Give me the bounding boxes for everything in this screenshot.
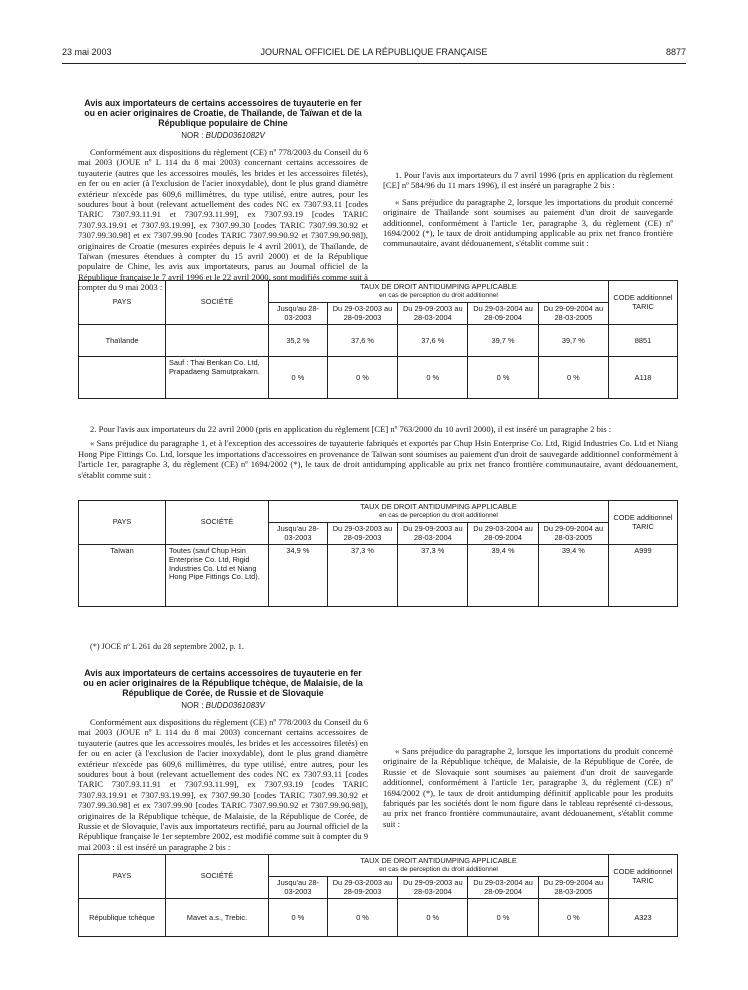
avis1-nor [78, 131, 368, 141]
avis1-fullwidth-text [78, 424, 678, 480]
avis2-title: Avis aux importateurs de certains accessoires de tuyauterie en fer ou en acier originaires de la République tchèque, de Malaisie, de la République de Corée, de Russie et de Slovaquie [83, 668, 363, 699]
cell-code: A323 [609, 899, 678, 937]
cell-rate: 37,6 % [398, 325, 468, 357]
avis1-title: Avis aux importateurs de certains accessoires de tuyauterie en fer ou en acier originaires de Croatie, de Thaïlande, de Taïwan et de la République populaire de Chine [84, 98, 362, 129]
cell-rate: 37,3 % [398, 545, 468, 607]
avis2-para2: « Sans préjudice du paragraphe 2, lorsque les importations du produit concerné originaire de la République tchèque, de Malaisie, de la République de Corée, de Russie et de Slovaquie sont soumises au paiement d'un droit de sauvegarde additionnel, conformément à l'article 1er, paragraphe 3, du règlement (CE) nº 1694/2002 (*), le taux de droit antidumping définitif applicable pour les produits fabriqués par les sociétés dont le nom figure dans le tableau représenté ci-dessous, au prix net franco frontière communautaire, avant dédouanement, s'établit comme suit : [383, 746, 673, 829]
cell-rate: 0 % [398, 357, 468, 399]
avis1-para3: « Sans préjudice du paragraphe 2, lorsque les importations du produit concerné originaire de Thaïlande sont soumises au paiement d'un droit de sauvegarde additionnel, conformément à l'article 1er, paragraphe 3, du règlement (CE) nº 1694/2002 (*), le taux de droit antidumping applicable au prix net franco frontière communautaire, avant dédouanement, s'établit comme suit : [383, 196, 673, 249]
page-header [62, 47, 686, 61]
avis1-nor-label: NOR : [181, 130, 204, 140]
col-header-period: Du 29-03-2003 au 28-09-2003 [327, 523, 397, 545]
cell-societe: Mavet a.s., Trebic. [166, 899, 269, 937]
col-header-code: CODE additionnel TARIC [609, 501, 678, 545]
col-header-period: Du 29-09-2004 au 28-03-2005 [538, 523, 608, 545]
avis2-para1: Conformément aux dispositions du règlement (CE) nº 778/2003 du Conseil du 6 mai 2003 (JOUE nº L 114 du 8 mai 2003) concernant certains accessoires de tuyauterie (autres que les accessoires moulés, les brides et les accessoires filetés) en fer ou en acier (à l'exclusion de l'acier inoxydable), dont le plus grand diamètre extérieur n'excède pas 609,6 millimètres, du type utilisé, entre autres, pour les soudures bout à bout (relevant actuellement des codes NC ex 7307.93.11 [codes TARIC 7307.93.11.91 et 7307.93.11.99], ex 7307.93.19 [codes TARIC 7307.93.19.91 et 7307.93.19.99], ex 7307.99.30 [codes TARIC 7307.99.30.92 et 7307.99.30.98] et ex 7307.99.90 [codes TARIC 7307.99.90.92 et 7307.99.90.98]), originaires de la République tchèque, de Malaisie, de la République de Corée, de Russie et de Slovaquie, l'avis aux importateurs rectifié, paru au Journal officiel de la République française le 1er septembre 2002, est modifié comme suit à compter du 9 mai 2003 : il est inséré un paragraphe 2 bis : [78, 717, 368, 852]
avis1-right-column [383, 98, 673, 249]
col-header-societe: SOCIÉTÉ [166, 855, 269, 899]
avis1-para4: 2. Pour l'avis aux importateurs du 22 avril 2000 (pris en application du règlement [CE] nº 763/2000 du 10 avril 2000), il est inséré un paragraphe 2 bis : [90, 424, 612, 434]
avis1-para5: « Sans préjudice du paragraphe 1, et à l'exception des accessoires de tuyauterie fabriqués et exportés par Chup Hsin Enterprise Co. Ltd, Rigid Industries Co. Ltd et Niang Hong Pipe Fittings Co. Ltd, lorsque les importations d'accessoires en provenance de Taïwan sont soumises au paiement d'un droit de sauvegarde additionnel conformément à l'article 1er, paragraphe 3, du règlement (CE) nº 1694/2002 (*), le taux de droit antidumping applicable au prix net franco frontière communautaire, avant dédouanement, s'établit comme suit : [78, 438, 678, 480]
col-header-period: Du 29-03-2003 au 28-09-2003 [327, 877, 397, 899]
header-page-number: 8877 [665, 47, 686, 57]
col-header-period: Jusqu'au 28-03-2003 [269, 877, 328, 899]
header-journal-title: JOURNAL OFFICIEL DE LA RÉPUBLIQUE FRANÇAISE [260, 47, 488, 57]
cell-rate: 0 % [269, 899, 328, 937]
footnote: (*) JOCE nº L 261 du 28 septembre 2002, p. 1. [90, 642, 244, 651]
cell-pays: République tchèque [79, 899, 166, 937]
col-header-pays: PAYS [79, 855, 166, 899]
antidumping-table-taiwan [78, 500, 678, 607]
header-rule [62, 63, 686, 64]
avis2-nor-label: NOR : [181, 700, 204, 710]
col-header-period: Du 29-09-2004 au 28-03-2005 [538, 303, 608, 325]
col-header-period: Du 29-09-2004 au 28-03-2005 [538, 877, 608, 899]
cell-code: A118 [609, 357, 678, 399]
col-header-pays: PAYS [79, 281, 166, 325]
col-header-period: Du 29-09-2003 au 28-03-2004 [398, 303, 468, 325]
col-header-period: Du 29-03-2003 au 28-09-2003 [327, 303, 397, 325]
cell-rate: 0 % [327, 357, 397, 399]
col-header-societe: SOCIÉTÉ [166, 281, 269, 325]
avis1-para1: Conformément aux dispositions du règlement (CE) nº 778/2003 du Conseil du 6 mai 2003 (JOUE nº L 114 du 8 mai 2003) concernant certains accessoires de tuyauterie (autres que les accessoires moulés, les brides et les accessoires filetés), en fer ou en acier (à l'exclusion de l'acier inoxydable), dont le plus grand diamètre extérieur n'excède pas 609,6 millimètres, du type utilisé, entre autres, pour les soudures bout à bout (relevant actuellement des codes NC ex 7307.93.11 [codes TARIC 7307.93.11.91 et 7307.93.11.99], ex 7307.93.19 [codes TARIC 7307.93.19.91 et 7307.93.19.99], ex 7307.99.30 [codes TARIC 7307.99.30.92 et 7307.99.30.98] et ex 7307.99.90 [codes TARIC 7307.99.90.92 et 7307.99.90.98]), originaires de Croatie (mesures expirées depuis le 4 avril 2001), de Thaïlande, de Taïwan (mesures étendues à compter du 15 avril 2000) et de la République populaire de Chine, les avis aux importateurs, parus au Journal officiel de la République française le 7 avril 1996 et le 22 avril 2000, sont modifiés comme suit à compter du 9 mai 2003 : [78, 147, 368, 293]
table-row [79, 899, 678, 937]
col-header-period: Jusqu'au 28-03-2003 [269, 303, 328, 325]
avis1-nor-code: BUDD0361082V [205, 130, 265, 140]
cell-rate: 39,7 % [538, 325, 608, 357]
col-header-societe: SOCIÉTÉ [166, 501, 269, 545]
cell-pays: Thaïlande [79, 325, 166, 357]
avis2-left-column [78, 668, 368, 852]
avis2-right-column [383, 668, 673, 829]
col-header-taux [269, 855, 609, 877]
cell-rate: 0 % [468, 357, 538, 399]
cell-rate: 39,4 % [468, 545, 538, 607]
cell-rate: 39,7 % [468, 325, 538, 357]
col-header-pays: PAYS [79, 501, 166, 545]
antidumping-table-thailande [78, 280, 678, 399]
cell-code: A999 [609, 545, 678, 607]
antidumping-table-republique-tcheque [78, 854, 678, 937]
taux-subtitle: en cas de perception du droit additionnel [379, 291, 498, 299]
cell-rate: 34,9 % [269, 545, 328, 607]
col-header-period: Du 29-03-2004 au 28-09-2004 [468, 877, 538, 899]
col-header-taux [269, 281, 609, 303]
col-header-period: Du 29-09-2003 au 28-03-2004 [398, 523, 468, 545]
table-row [79, 545, 678, 607]
taux-subtitle: en cas de perception du droit additionnel [379, 865, 498, 873]
cell-rate: 37,6 % [327, 325, 397, 357]
table-row [79, 325, 678, 357]
cell-societe: Sauf : Thai Benkan Co. Ltd, Prapadaeng Samutprakarn. [166, 357, 269, 399]
cell-rate: 35,2 % [269, 325, 328, 357]
avis1-para2: 1. Pour l'avis aux importateurs du 7 avril 1996 (pris en application du règlement [CE] nº 584/96 du 11 mars 1996), il est inséré un paragraphe 2 bis : [383, 170, 673, 191]
taux-title: TAUX DE DROIT ANTIDUMPING APPLICABLE [360, 856, 517, 865]
cell-rate: 0 % [327, 899, 397, 937]
avis2-nor [78, 701, 368, 711]
cell-rate: 0 % [538, 357, 608, 399]
col-header-period: Du 29-03-2004 au 28-09-2004 [468, 523, 538, 545]
cell-rate: 0 % [269, 357, 328, 399]
cell-rate: 37,3 % [327, 545, 397, 607]
cell-rate: 0 % [398, 899, 468, 937]
col-header-period: Du 29-09-2003 au 28-03-2004 [398, 877, 468, 899]
col-header-taux [269, 501, 609, 523]
cell-rate: 39,4 % [538, 545, 608, 607]
taux-subtitle: en cas de perception du droit additionnel [379, 511, 498, 519]
cell-pays: Taïwan [79, 545, 166, 607]
col-header-code: CODE additionnel TARIC [609, 281, 678, 325]
taux-title: TAUX DE DROIT ANTIDUMPING APPLICABLE [360, 502, 517, 511]
cell-rate: 0 % [538, 899, 608, 937]
taux-title: TAUX DE DROIT ANTIDUMPING APPLICABLE [360, 282, 517, 291]
avis2-nor-code: BUDD0361083V [205, 700, 265, 710]
cell-pays [79, 357, 166, 399]
col-header-period: Du 29-03-2004 au 28-09-2004 [468, 303, 538, 325]
header-date: 23 mai 2003 [62, 47, 112, 57]
table-row [79, 357, 678, 399]
cell-societe [166, 325, 269, 357]
col-header-code: CODE additionnel TARIC [609, 855, 678, 899]
col-header-period: Jusqu'au 28-03-2003 [269, 523, 328, 545]
cell-rate: 0 % [468, 899, 538, 937]
cell-societe: Toutes (sauf Chup Hsin Enterprise Co. Ltd, Rigid Industries Co. Ltd et Niang Hong Pipe Fittings Co. Ltd). [166, 545, 269, 607]
cell-code: 8851 [609, 325, 678, 357]
